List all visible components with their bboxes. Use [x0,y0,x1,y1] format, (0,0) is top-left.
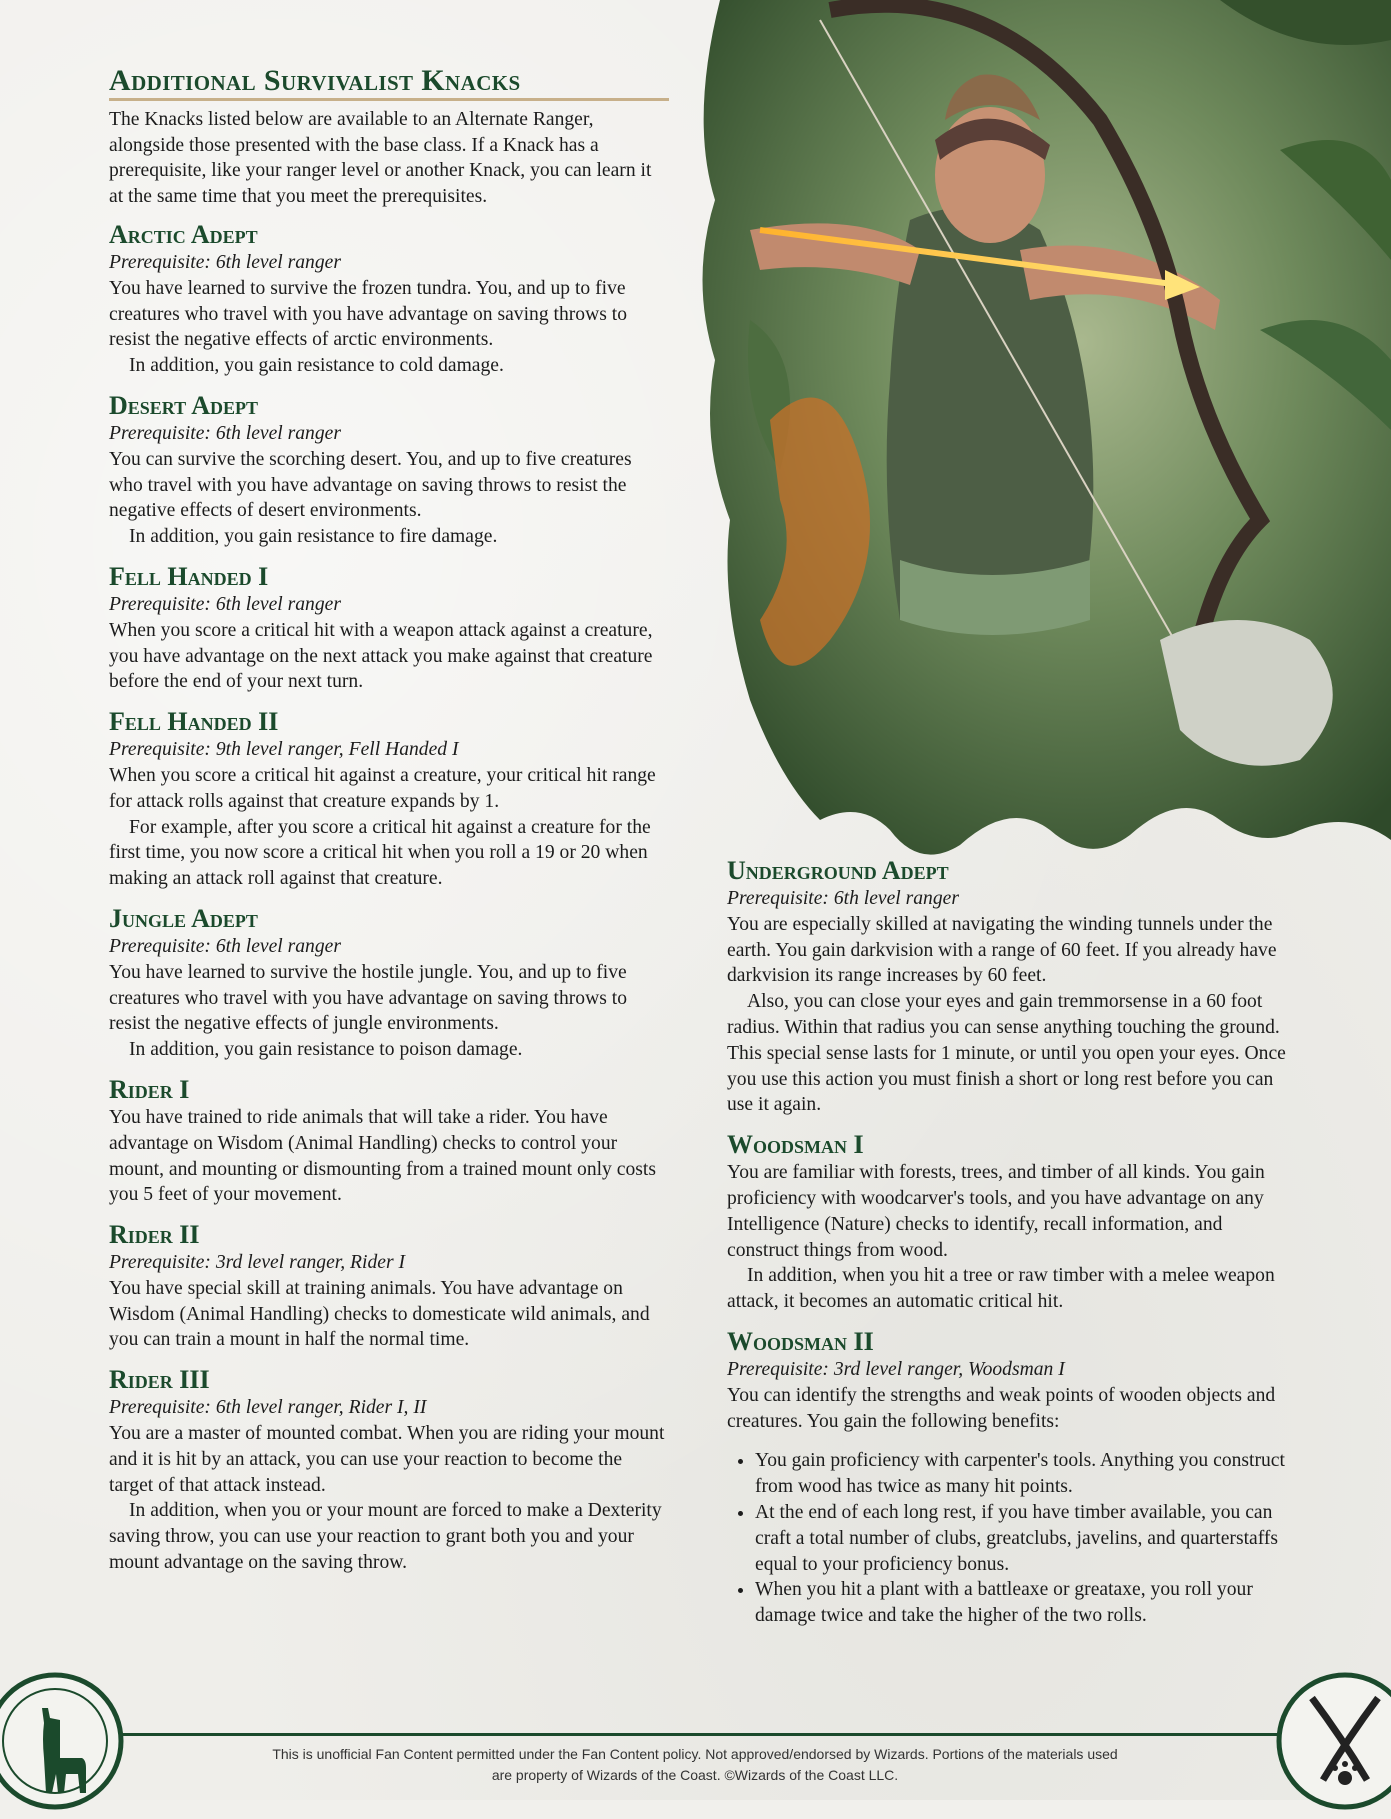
knack-description: You have learned to survive the frozen tundra. You, and up to five creatures who travel with you have advantage on saving throws to resist the negative effects of arctic environments. [109,277,627,351]
knack-underground-adept [727,856,1287,1118]
footer-legal-text [170,1744,1220,1786]
knack-description: You can survive the scorching desert. You, and up to five creatures who travel with you have advantage on saving throws to resist the negative effects of desert environments. [109,448,632,522]
left-column [109,64,669,1588]
knack-description: You have special skill at training animals. You have advantage on Wisdom (Animal Handling) checks to domesticate wild animals, and you can train a mount in half the normal time. [109,1277,650,1351]
benefit-list [727,1448,1287,1629]
knack-description: You have trained to ride animals that will take a rider. You have advantage on Wisdom (Animal Handling) checks to control your mount, and mounting or dismounting from a trained mount only costs you 5 feet of your movement. [109,1106,656,1206]
right-knack-list [727,856,1287,1629]
knack-description: In addition, you gain resistance to cold damage. [129,355,504,377]
knack-description: In addition, when you hit a tree or raw timber with a melee weapon attack, it becomes an automatic critical hit. [727,1265,1275,1313]
knack-description: When you score a critical hit against a creature, your critical hit range for attack rolls against that creature expands by 1. [109,764,656,812]
footer-line-1: This is unofficial Fan Content permitted under the Fan Content policy. Not approved/endorsed by Wizards. Portions of the materials used [272,1746,1118,1762]
knack-heading: Rider I [109,1074,190,1104]
knack-rider-ii [109,1220,669,1353]
left-knack-list [109,220,669,1576]
knack-description: Also, you can close your eyes and gain tremmorsense in a 60 foot radius. Within that radius you can sense anything touching the ground. This special sense lasts for 1 minute, or until you open your eyes. Once you use this action you must finish a short or long rest before you can use it again. [727,991,1286,1116]
footer-line-2: are property of Wizards of the Coast. ©Wizards of the Coast LLC. [491,1767,899,1783]
knack-rider-i [109,1075,669,1208]
knack-prerequisite: Prerequisite: 6th level ranger [109,422,341,444]
knack-heading: Fell Handed I [109,561,269,591]
knack-description: You are a master of mounted combat. When you are riding your mount and it is hit by an attack, you can use your reaction to become the target of that attack instead. [109,1423,665,1496]
artwork-illustration [660,0,1391,880]
knack-woodsman-ii [727,1327,1287,1629]
knack-desert-adept [109,391,669,550]
knack-heading: Fell Handed II [109,707,279,737]
knack-description: In addition, you gain resistance to poison damage. [129,1039,523,1061]
intro-paragraph: The Knacks listed below are available to an Alternate Ranger, alongside those presented with the base class. If a Knack has a prerequisite, like your ranger level or another Knack, you can learn it at the same time that you meet the prerequisites. [109,108,652,208]
page-title: Additional Survivalist Knacks [109,68,669,101]
knack-prerequisite: Prerequisite: 6th level ranger [727,888,959,909]
crossed-blades-logo [1272,1668,1391,1814]
knack-woodsman-i [727,1130,1287,1315]
knack-heading: Woodsman II [727,1326,874,1356]
knack-heading: Rider II [109,1220,200,1250]
knack-prerequisite: Prerequisite: 6th level ranger [109,251,341,273]
knack-description: You can identify the strengths and weak points of wooden objects and creatures. You gain the following benefits: [727,1384,1276,1432]
knack-description: You are familiar with forests, trees, and timber of all kinds. You gain proficiency with woodcarver's tools, and you have advantage on any Intelligence (Nature) checks to identify, recall information, and construct things from wood. [727,1162,1265,1261]
knack-heading: Arctic Adept [109,219,258,249]
knack-heading: Underground Adept [727,856,949,885]
knack-prerequisite: Prerequisite: 3rd level ranger, Woodsman I [727,1358,1065,1380]
knack-arctic-adept [109,220,669,379]
crossed-blades-icon [1272,1668,1391,1814]
footer-rule [120,1733,1281,1736]
knack-prerequisite: Prerequisite: 9th level ranger, Fell Handed I [109,739,459,761]
knack-prerequisite: Prerequisite: 6th level ranger [109,593,341,615]
right-column [727,856,1287,1641]
knack-prerequisite: Prerequisite: 6th level ranger [109,935,341,957]
knack-description: In addition, when you or your mount are forced to make a Dexterity saving throw, you can use your reaction to grant both you and your mount advantage on the saving throw. [109,1500,662,1574]
benefit-list-item: • When you hit a plant with a battleaxe or greataxe, you roll your damage twice and take the higher of the two rolls. [755,1577,1287,1629]
benefit-list-item: • At the end of each long rest, if you have timber available, you can craft a total number of clubs, greatclubs, javelins, and quarterstaffs equal to your proficiency bonus. [755,1500,1287,1577]
ranger-artwork [660,0,1391,880]
knack-heading: Desert Adept [109,390,259,420]
knack-prerequisite: Prerequisite: 6th level ranger, Rider I, II [109,1397,427,1419]
knack-description: You have learned to survive the hostile jungle. You, and up to five creatures who travel with you have advantage on saving throws to resist the negative effects of jungle environments. [109,961,627,1035]
knack-jungle-adept [109,904,669,1063]
llama-icon [0,1668,128,1814]
knack-prerequisite: Prerequisite: 3rd level ranger, Rider I [109,1252,406,1274]
knack-fell-handed-i [109,562,669,695]
benefit-list-item: • You gain proficiency with carpenter's tools. Anything you construct from wood has twice as many hit points. [755,1448,1287,1500]
knack-rider-iii [109,1365,669,1576]
knack-heading: Jungle Adept [109,903,258,933]
llama-logo [0,1668,128,1814]
knack-description: When you score a critical hit with a weapon attack against a creature, you have advantage on the next attack you make against that creature before the end of your next turn. [109,619,653,693]
knack-heading: Woodsman I [727,1130,864,1160]
knack-description: You are especially skilled at navigating the winding tunnels under the earth. You gain darkvision with a range of 60 feet. If you already have darkvision its range increases by 60 feet. [727,913,1277,987]
knack-description: In addition, you gain resistance to fire damage. [129,526,498,548]
knack-fell-handed-ii [109,707,669,892]
knack-heading: Rider III [109,1365,210,1395]
knack-description: For example, after you score a critical hit against a creature for the first time, you now score a critical hit when you roll a 19 or 20 when making an attack roll against that creature. [109,816,651,890]
